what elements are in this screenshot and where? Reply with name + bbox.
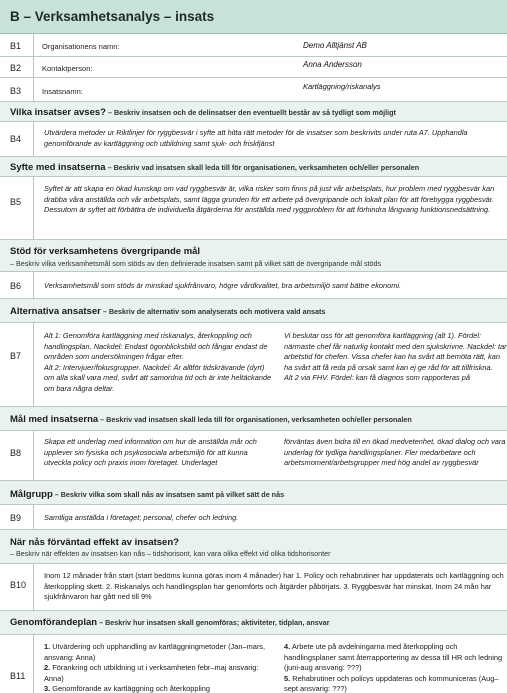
section-body-b5 bbox=[0, 177, 507, 240]
field-row-b3 bbox=[0, 78, 507, 102]
section-heading-b9 bbox=[0, 481, 507, 505]
section-heading-b8 bbox=[0, 407, 507, 431]
section-title: Syfte med insatserna bbox=[10, 162, 106, 173]
section-body-b9 bbox=[0, 505, 507, 530]
section-description: – Beskriv de alternativ som analyserats och motivera vald ansats bbox=[100, 307, 326, 316]
section-body-b10 bbox=[0, 564, 507, 611]
section-heading-b10 bbox=[0, 530, 507, 564]
field-label: Kontaktperson: bbox=[42, 64, 93, 73]
field-code: B5 bbox=[10, 197, 22, 207]
section-description: – Beskriv vad insatsen skall leda till för organisationen, verksamheten och/eller personalen bbox=[98, 415, 412, 424]
field-code: B1 bbox=[10, 41, 22, 51]
field-code: B9 bbox=[10, 513, 22, 523]
section-description: – Beskriv när effekten av insatsen kan nås – tidshorisont, kan vara olika effekt vid olika tidshorisonter bbox=[10, 549, 331, 558]
section-description: – Beskriv insatsen och de delinsatser den eventuellt består av så tydligt som möjligt bbox=[105, 108, 396, 117]
section-description: – Beskriv vilka verksamhetsmål som stöds av den definierade insatsen samt på vilket sätt de övergripande mål stöds bbox=[10, 259, 382, 268]
section-title: Alternativa ansatser bbox=[10, 306, 101, 317]
section-text[interactable]: Syftet är att skapa en ökad kunskap om vad ryggbesvär är, vilka risker som finns på just vår arbetsplats, hur problem med ryggbesvär kan drabba våra anställda och vår arbetsplats, samt lägga grunden för ett arbete på övergripande och lokalt plan för att förebygga ryggbesvär. Dessutom är syftet att förbättra de individuella åtgärderna för anställda med ryggproblem för att förhindra långvarig funktionsnedsättning. bbox=[44, 184, 495, 215]
field-code: B6 bbox=[10, 281, 22, 291]
field-label: Insatsnamn: bbox=[42, 87, 83, 96]
section-text-right[interactable]: förväntas även bidra till en ökad medvetenhet, ökad dialog och vara underlag för tydliga handlingsplaner. Fler medarbetare och arbetsmoment/arbetsgrupper med hög andel av ryggbesvär bbox=[284, 437, 506, 468]
section-title: När nås förväntad effekt av insatsen? bbox=[10, 537, 179, 548]
section-body-b8 bbox=[0, 431, 507, 481]
plan-list-left[interactable] bbox=[44, 642, 272, 693]
section-heading-b5 bbox=[0, 157, 507, 177]
field-code: B3 bbox=[10, 86, 22, 96]
plan-item: 2. Förankring och utbildning ut i verksamheten febr–maj ansvarig: Anna) bbox=[44, 663, 259, 683]
section-description: – Beskriv hur insatsen skall genomföras; aktiviteter, tidplan, ansvar bbox=[97, 618, 330, 627]
field-code: B2 bbox=[10, 63, 22, 73]
section-body-b7 bbox=[0, 323, 507, 407]
section-title: Genomförandeplan bbox=[10, 617, 98, 628]
field-row-b2 bbox=[0, 57, 507, 78]
section-text-left[interactable]: Skapa ett underlag med information om hur de anställda mår och upplever sin fysiska och psykosociala arbetsmiljö för att kunna utveckla policy och praxis inom företaget. Underlaget bbox=[44, 437, 257, 468]
section-heading-b6 bbox=[0, 240, 507, 272]
section-text-left[interactable]: Alt 1: Genomföra kartläggning med riskanalys, återkoppling och handlingsplan. Nackdel: Endast ögonblicksbild och fångar endast de områden som undersökningen frågar efter. Alt 2: Intervjuer/fokusgrupper. Nackdel: Är alltför tidskrävande (dyrt) om alla skall vara med, svårt att samordna tid och är inte heltäckande om bara några deltar. bbox=[44, 331, 272, 393]
field-value[interactable]: Anna Andersson bbox=[303, 60, 362, 69]
section-title: Vilka insatser avses? bbox=[10, 107, 106, 118]
section-text[interactable]: Samtliga anställda i företaget; personal, chefer och ledning. bbox=[44, 513, 239, 522]
section-heading-b11 bbox=[0, 611, 507, 635]
section-text-right[interactable]: Vi beslutar oss för att genomföra kartläggning (alt 1). Fördel: närmaste chef får naturlig kontakt med den sjukskrivne. Nackdel: tar arbetstid för chefen. Vissa chefer kan ha svårt att bemöta rätt, kan ha svårt att få reda på orsak samt kan ej ge råd för att tillfriskna. Alt 2 via FHV. Fördel: kan få diagnos som rapporteras på bbox=[284, 331, 507, 383]
section-heading-b4 bbox=[0, 102, 507, 122]
section-heading-b7 bbox=[0, 299, 507, 323]
section-description: – Beskriv vad insatsen skall leda till för organisationen, verksamheten och/eller personalen bbox=[105, 163, 420, 172]
section-description: – Beskriv vilka som skall nås av insatsen samt på vilket sätt de nås bbox=[52, 490, 285, 499]
field-row-b1 bbox=[0, 34, 507, 57]
plan-item: 3. Genomförande av kartläggning och återkoppling bbox=[44, 684, 211, 693]
plan-item: 5. Rehabrutiner och policys uppdateras och kommuniceras (Aug–sept ansvarig: ???) bbox=[284, 673, 499, 693]
field-code: B4 bbox=[10, 134, 22, 144]
plan-list-right[interactable] bbox=[284, 642, 507, 693]
form-title: B – Verksamhetsanalys – insats bbox=[0, 0, 507, 34]
field-code: B7 bbox=[10, 351, 22, 361]
section-title: Stöd för verksamhetens övergripande mål bbox=[10, 246, 201, 257]
field-value[interactable]: Kartläggning/riskanalys bbox=[303, 82, 381, 91]
section-body-b11 bbox=[0, 635, 507, 693]
plan-item: 4. Arbete ute på avdelningarna med återkoppling och handlingsplaner samt återrapportering av dessa till HR och ledning (juni-aug ansvarig: ???) bbox=[284, 642, 503, 673]
field-value[interactable]: Demo Alltjänst AB bbox=[303, 41, 367, 50]
section-title: Målgrupp bbox=[10, 489, 53, 500]
field-code: B11 bbox=[10, 671, 26, 681]
section-body-b6 bbox=[0, 272, 507, 299]
section-title: Mål med insatserna bbox=[10, 414, 99, 425]
section-text[interactable]: Inom 12 månader från start (start bedöms kunna göras inom 4 månader) har 1. Policy och rehabrutiner har uppdaterats och kartläggning och återkoppling skett. 2. Riskanalys och handlingsplan har genomförts och åtgärder påbörjats. 3. Ryggbesvär har minskat. Inom 24 mån har sjukfrånvaron har gått ned till 9% bbox=[44, 571, 504, 602]
section-body-b4 bbox=[0, 122, 507, 157]
section-text[interactable]: Verksamhetsmål som stöds är minskad sjukfrånvaro, högre vårdkvalitet, bra arbetsmiljö samt bättre ekonomi. bbox=[44, 281, 402, 290]
field-code: B10 bbox=[10, 580, 27, 590]
plan-item: 1. Utvärdering och upphandling av kartläggningmetoder (Jan–mars, ansvarig: Anna) bbox=[44, 642, 266, 662]
field-code: B8 bbox=[10, 448, 22, 458]
field-label: Organisationens namn: bbox=[42, 42, 120, 51]
section-text[interactable]: Utvärdera metoder ur Riktlinjer för ryggbesvär i syfte att hitta rätt metoder för de insatser som beskrivits under ruta A7. Upphandla genomförande av kartläggning och utbildning samt sjuk- och friskfjänst bbox=[44, 128, 468, 148]
